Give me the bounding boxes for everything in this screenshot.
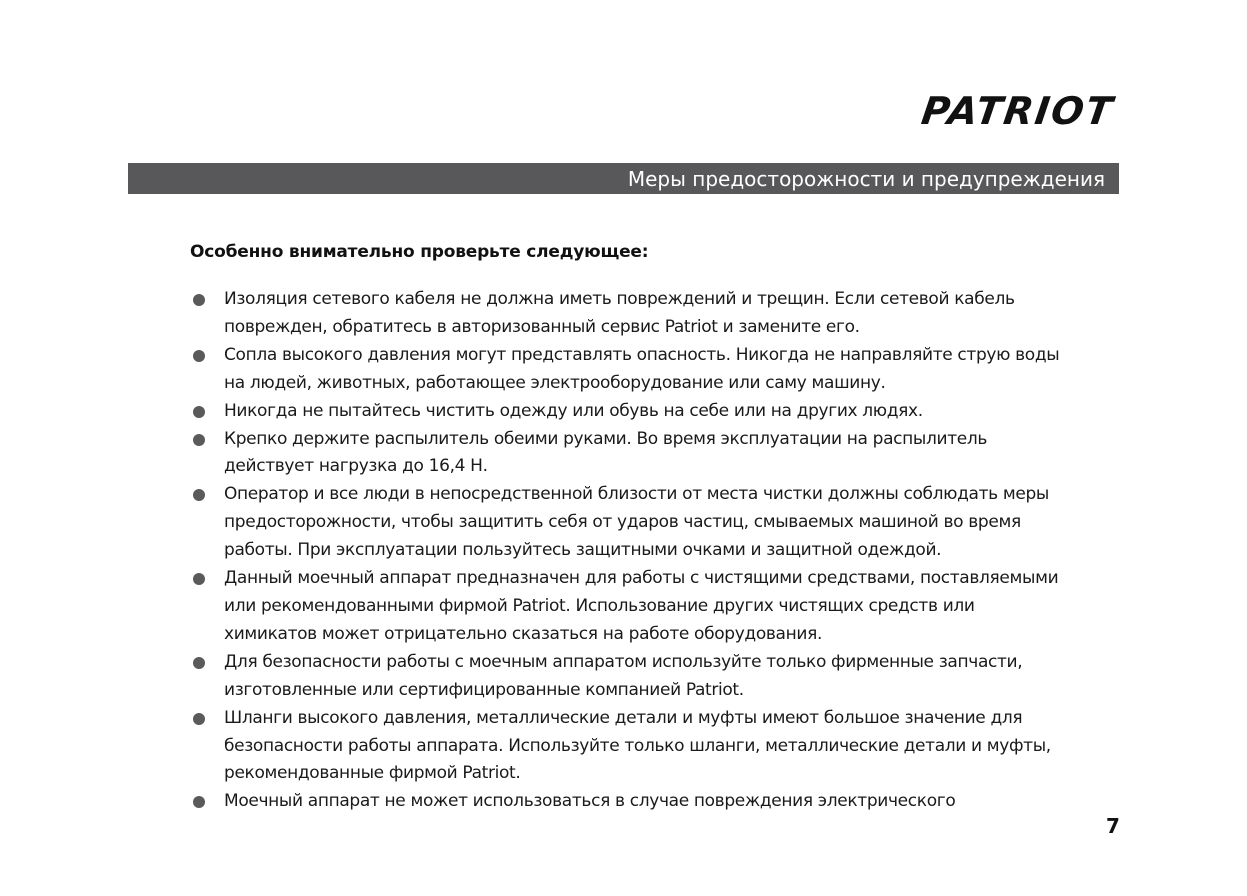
safety-checklist [190, 286, 1070, 816]
list-item [190, 398, 1070, 426]
bullet-icon [193, 489, 205, 501]
list-item-text: Сопла высокого давления могут представлять опасность. Никогда не направляйте струю воды на людей, животных, работающее электрооборудование или саму машину. [224, 344, 1060, 393]
list-item-text: Данный моечный аппарат предназначен для работы с чистящими средствами, поставляемыми или рекомендованными фирмой Patriot. Использование других чистящих средств или химикатов может отрицательно сказаться на работе оборудования. [224, 568, 1059, 644]
checklist-heading: Особенно внимательно проверьте следующее: [190, 242, 649, 262]
list-item-text: Никогда не пытайтесь чистить одежду или обувь на себе или на других людях. [224, 400, 923, 421]
bullet-icon [193, 434, 205, 446]
list-item [190, 286, 1070, 342]
list-item [190, 649, 1070, 705]
list-item [190, 342, 1070, 398]
brand-logo: PATRIOT [919, 89, 1118, 133]
list-item [190, 426, 1070, 482]
list-item-text: Шланги высокого давления, металлические детали и муфты имеют большое значение для безопасности работы аппарата. Используйте только шланги, металлические детали и муфты, рекомендованные фирмой Patriot. [224, 707, 1051, 784]
list-item-text: Для безопасности работы с моечным аппаратом используйте только фирменные запчасти, изготовленные или сертифицированные компанией Patriot. [224, 651, 1023, 700]
list-item [190, 788, 1070, 816]
list-item [190, 565, 1070, 649]
list-item [190, 481, 1070, 565]
list-item-text: Крепко держите распылитель обеими руками. Во время эксплуатации на распылитель действует нагрузка до 16,4 Н. [224, 428, 988, 477]
page-number: 7 [1106, 814, 1120, 838]
bullet-icon [193, 657, 205, 669]
list-item-text: Оператор и все люди в непосредственной близости от места чистки должны соблюдать меры предосторожности, чтобы защитить себя от ударов частиц, смываемых машиной во время работы. При эксплуатации пользуйтесь защитными очками и защитной одеждой. [224, 484, 1049, 561]
bullet-icon [193, 573, 205, 585]
list-item-text: Моечный аппарат не может использоваться в случае повреждения электрического [224, 791, 956, 812]
list-item [190, 705, 1070, 789]
bullet-icon [193, 350, 205, 362]
section-header-bar [128, 163, 1119, 194]
bullet-icon [193, 406, 205, 418]
bullet-icon [193, 713, 205, 725]
list-item-text: Изоляция сетевого кабеля не должна иметь повреждений и трещин. Если сетевой кабель поврежден, обратитесь в авторизованный сервис Patriot и замените его. [224, 289, 1015, 337]
bullet-icon [193, 796, 205, 808]
section-title: Меры предосторожности и предупреждения [627, 167, 1105, 191]
bullet-icon [193, 294, 205, 306]
